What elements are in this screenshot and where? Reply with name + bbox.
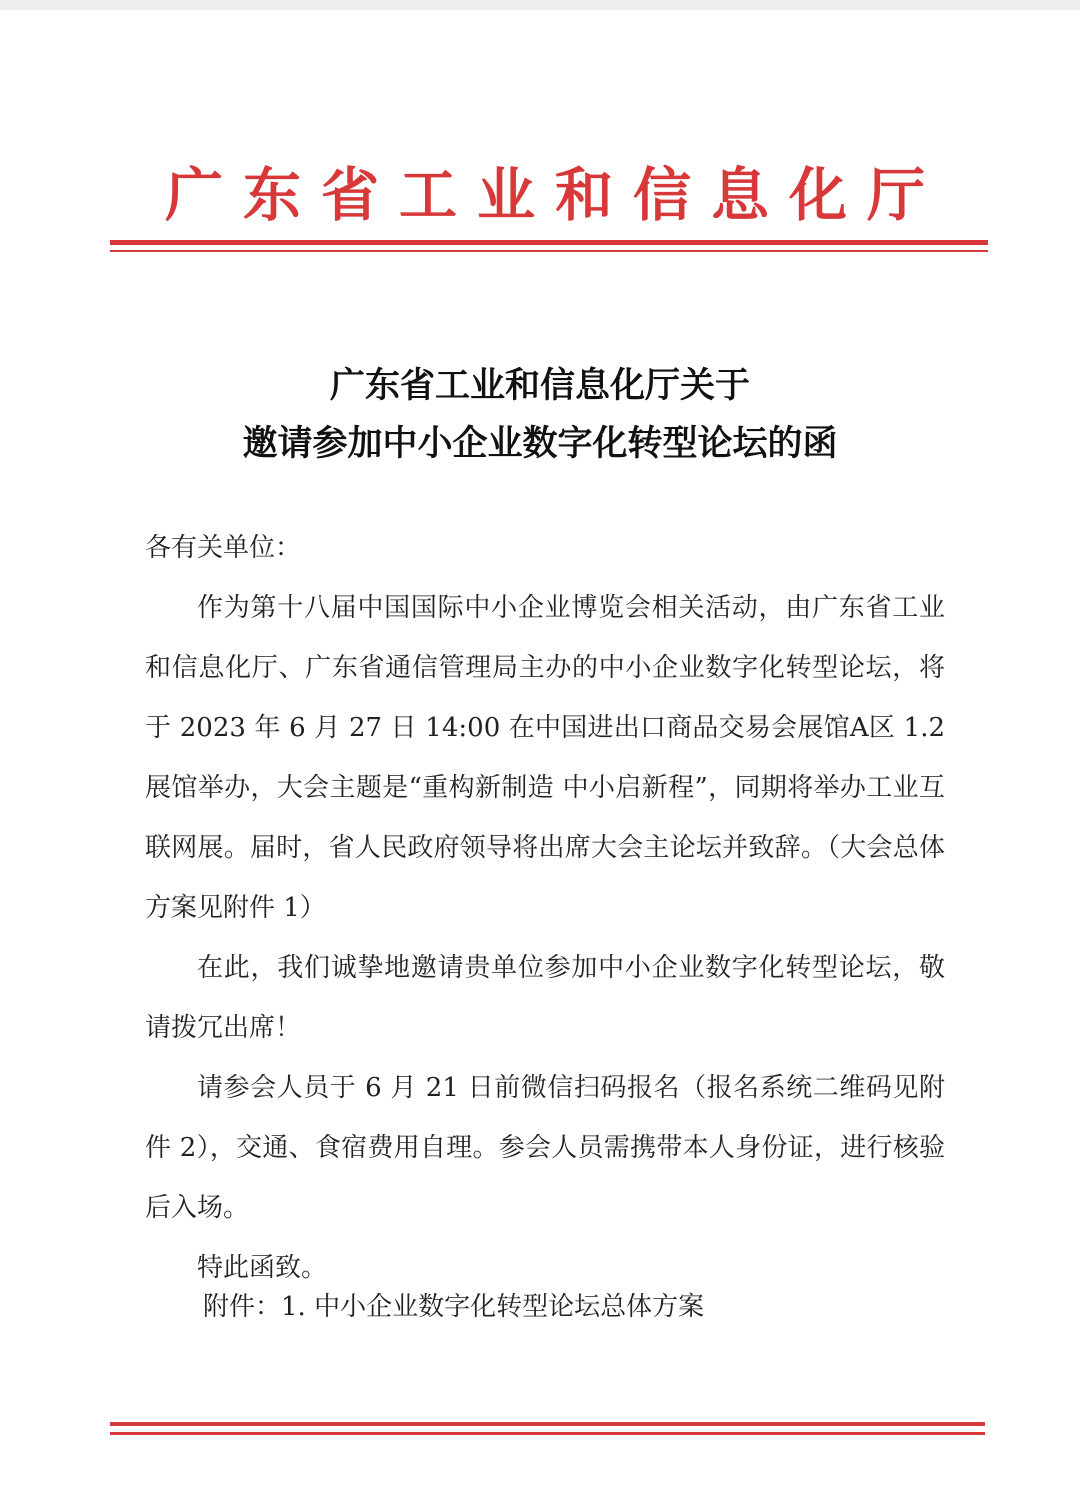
paragraph-invitation-details: 作为第十八届中国国际中小企业博览会相关活动，由广东省工业和信息化厅、广东省通信管理局主办的中小企业数字化转型论坛，将于 2023 年 6 月 27 日 14:00 在中国进出口商品交易会展馆A区 1.2 展馆举办，大会主题是“重构新制造 中小启新程”，同期将举办工业互联网展。届时，省人民政府领导将出席大会主论坛并致辞。（大会总体方案见附件 1）: [145, 593, 945, 923]
paragraph-invitation: 在此，我们诚挚地邀请贵单位参加中小企业数字化转型论坛，敬请拨冗出席！: [145, 953, 945, 1043]
footer-rule-thin: [110, 1432, 985, 1435]
document-title-line-1: 广东省工业和信息化厅关于: [329, 366, 750, 406]
masthead-rule-thick: [110, 240, 988, 245]
letter-body: [145, 518, 945, 1298]
footer-rule-thick: [110, 1422, 985, 1426]
document-title-line-2: 邀请参加中小企业数字化转型论坛的函: [242, 424, 838, 464]
page-top-edge: [0, 0, 1080, 10]
masthead-rule-thin: [110, 250, 988, 252]
paragraph-closing: 特此函致。: [197, 1253, 328, 1283]
paragraph-registration: 请参会人员于 6 月 21 日前微信扫码报名（报名系统二维码见附件 2），交通、食宿费用自理。参会人员需携带本人身份证，进行核验后入场。: [145, 1073, 945, 1223]
attachment-line: 附件：1. 中小企业数字化转型论坛总体方案: [203, 1292, 705, 1322]
masthead-org-name: 广东省工业和信息化厅: [164, 161, 945, 229]
salutation: 各有关单位：: [145, 533, 302, 563]
